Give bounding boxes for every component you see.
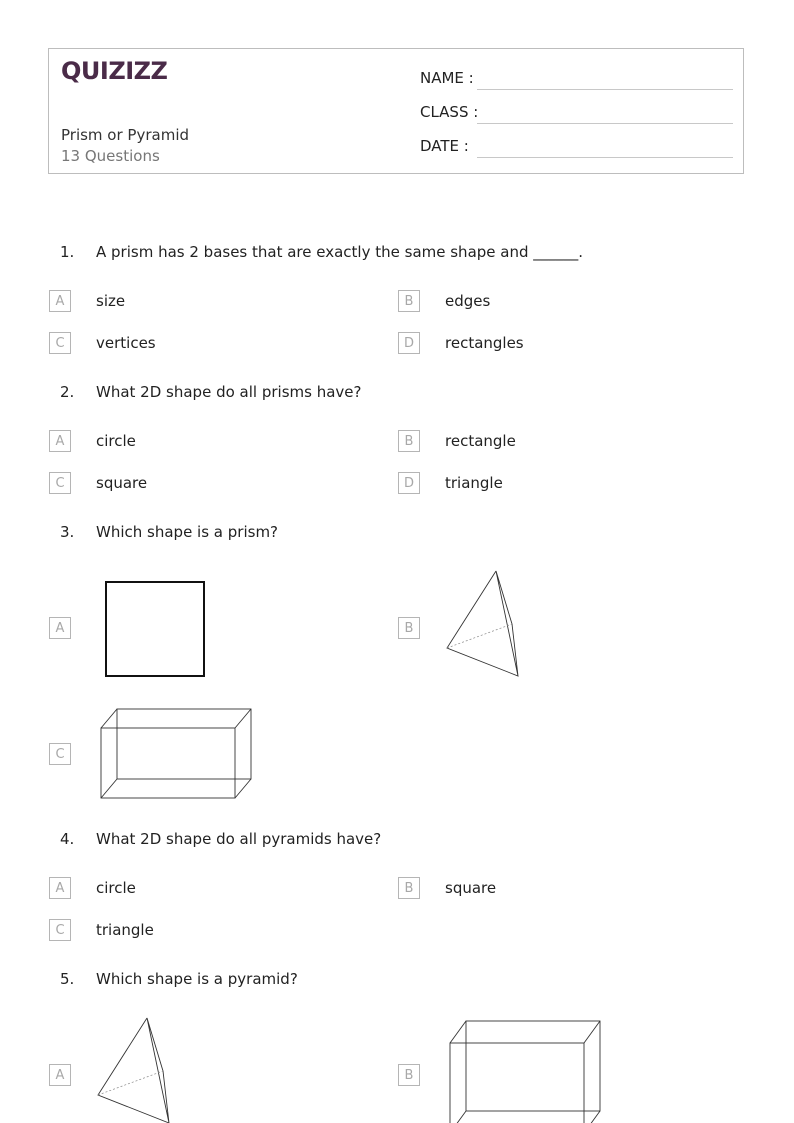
class-line[interactable] [477,123,733,124]
option-b-text: square [445,879,497,897]
quizizz-logo: QUIZIZZ [61,57,168,85]
date-line[interactable] [477,157,733,158]
question-number: 3. [60,523,75,541]
date-label: DATE : [420,137,469,155]
option-d-text: triangle [445,474,503,492]
option-b-box[interactable]: B [398,877,420,899]
option-a-box[interactable]: A [49,430,71,452]
option-c-box[interactable]: C [49,472,71,494]
class-label: CLASS : [420,103,479,121]
name-label: NAME : [420,69,474,87]
question-number: 4. [60,830,75,848]
question-text: Which shape is a prism? [96,523,279,541]
triangular-pyramid-shape [95,1015,175,1123]
question-count: 13 Questions [61,147,160,165]
triangular-pyramid-shape [444,568,524,680]
rectangular-prism-shape [98,706,256,802]
option-d-box[interactable]: D [398,332,420,354]
question-text: Which shape is a pyramid? [96,970,298,988]
name-field[interactable] [420,69,733,93]
option-a-text: circle [96,432,136,450]
question-number: 5. [60,970,75,988]
worksheet-header [48,48,744,174]
question-text: What 2D shape do all pyramids have? [96,830,382,848]
option-c-box[interactable]: C [49,332,71,354]
option-a-box[interactable]: A [49,617,71,639]
option-a-box[interactable]: A [49,877,71,899]
class-field[interactable] [420,103,733,127]
option-d-text: rectangles [445,334,524,352]
option-b-box[interactable]: B [398,430,420,452]
question-text: A prism has 2 bases that are exactly the same shape and ______. [96,243,584,261]
question-number: 1. [60,243,75,261]
option-b-text: rectangle [445,432,516,450]
option-c-text: triangle [96,921,154,939]
option-c-text: vertices [96,334,156,352]
option-c-text: square [96,474,148,492]
worksheet-title: Prism or Pyramid [61,126,190,144]
option-d-box[interactable]: D [398,472,420,494]
option-b-box[interactable]: B [398,1064,420,1086]
option-a-text: size [96,292,126,310]
name-line[interactable] [477,89,733,90]
option-a-box[interactable]: A [49,290,71,312]
option-b-box[interactable]: B [398,617,420,639]
option-a-box[interactable]: A [49,1064,71,1086]
question-text: What 2D shape do all prisms have? [96,383,362,401]
question-number: 2. [60,383,75,401]
date-field[interactable] [420,137,733,161]
option-b-text: edges [445,292,491,310]
option-a-text: circle [96,879,136,897]
rectangular-prism-shape [447,1018,605,1123]
option-c-box[interactable]: C [49,743,71,765]
square-shape [104,580,208,678]
option-c-box[interactable]: C [49,919,71,941]
option-b-box[interactable]: B [398,290,420,312]
